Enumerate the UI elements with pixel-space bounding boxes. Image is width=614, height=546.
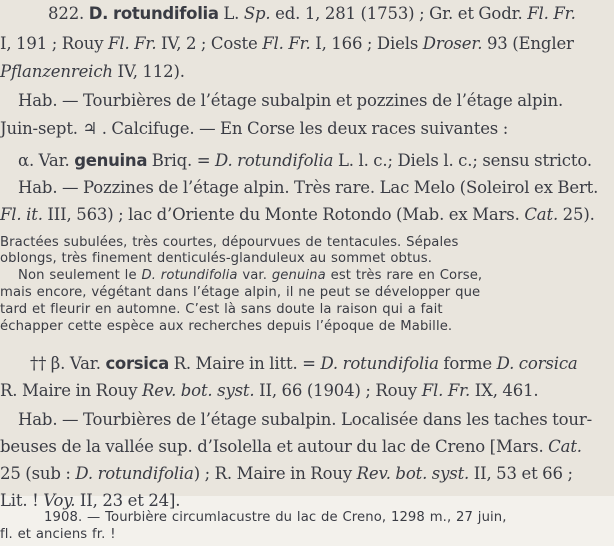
variety-header-line: α. Var. genuina Briq. = D. rotundifolia L. l. c.; Diels l. c.; sensu stricto. bbox=[18, 151, 592, 170]
habitat-line: Hab. — Pozzines de l’étage alpin. Très rare. Lac Melo (Soleirol ex Bert. bbox=[18, 178, 599, 197]
variety-name: genuina bbox=[74, 151, 148, 170]
note-line: oblongs, très finement denticulés-glanduleux au sommet obtus. bbox=[0, 251, 432, 266]
note-line: mais encore, végétant dans l’étage alpin, il ne peut se développer que bbox=[0, 285, 481, 300]
citation-line: Fl. it. III, 563) ; lac d’Oriente du Monte Rotondo (Mab. ex Mars. Cat. 25). bbox=[0, 205, 595, 224]
variety-header-line: †† β. Var. corsica R. Maire in litt. = D. rotundifolia forme D. corsica bbox=[30, 354, 578, 373]
citation-line: Pflanzenreich IV, 112). bbox=[0, 62, 185, 81]
entry-number: 822. bbox=[48, 4, 85, 23]
citation-line: R. Maire in Rouy Rev. bot. syst. II, 66 (1904) ; Rouy Fl. Fr. IX, 461. bbox=[0, 381, 539, 400]
note-line: tard et fleurir en automne. C’est là sans doute la raison qui a fait bbox=[0, 302, 443, 317]
habitat-line: Hab. — Tourbières de l’étage subalpin et pozzines de l’étage alpin. bbox=[18, 91, 564, 110]
collection-record-line: fl. et anciens fr. ! bbox=[0, 527, 116, 542]
species-name: D. rotundifolia bbox=[88, 4, 219, 23]
collection-record-line: 1908. — Tourbière circumlacustre du lac de Creno, 1298 m., 27 juin, bbox=[44, 510, 507, 525]
entry-header-line: 822. D. rotundifolia L. Sp. ed. 1, 281 (1753) ; Gr. et Godr. Fl. Fr. bbox=[48, 4, 576, 23]
citation-line: 25 (sub : D. rotundifolia) ; R. Maire in Rouy Rev. bot. syst. II, 53 et 66 ; bbox=[0, 464, 573, 483]
citation-line: I, 191 ; Rouy Fl. Fr. IV, 2 ; Coste Fl. Fr. I, 166 ; Diels Droser. 93 (Engler bbox=[0, 34, 574, 53]
habitat-line: beuses de la vallée sup. d’Isolella et autour du lac de Creno [Mars. Cat. bbox=[0, 437, 582, 456]
note-line: échapper cette espèce aux recherches depuis l’époque de Mabille. bbox=[0, 319, 453, 334]
note-line: Non seulement le D. rotundifolia var. genuina est très rare en Corse, bbox=[18, 268, 483, 283]
habitat-line: Juin-sept. ♃ . Calcifuge. — En Corse les deux races suivantes : bbox=[0, 119, 509, 138]
variety-name: corsica bbox=[105, 354, 169, 373]
citation-line: Lit. ! Voy. II, 23 et 24]. bbox=[0, 491, 181, 510]
habitat-line: Hab. — Tourbières de l’étage subalpin. Localisée dans les taches tour- bbox=[18, 410, 593, 429]
note-line: Bractées subulées, très courtes, dépourvues de tentacules. Sépales bbox=[0, 235, 459, 250]
